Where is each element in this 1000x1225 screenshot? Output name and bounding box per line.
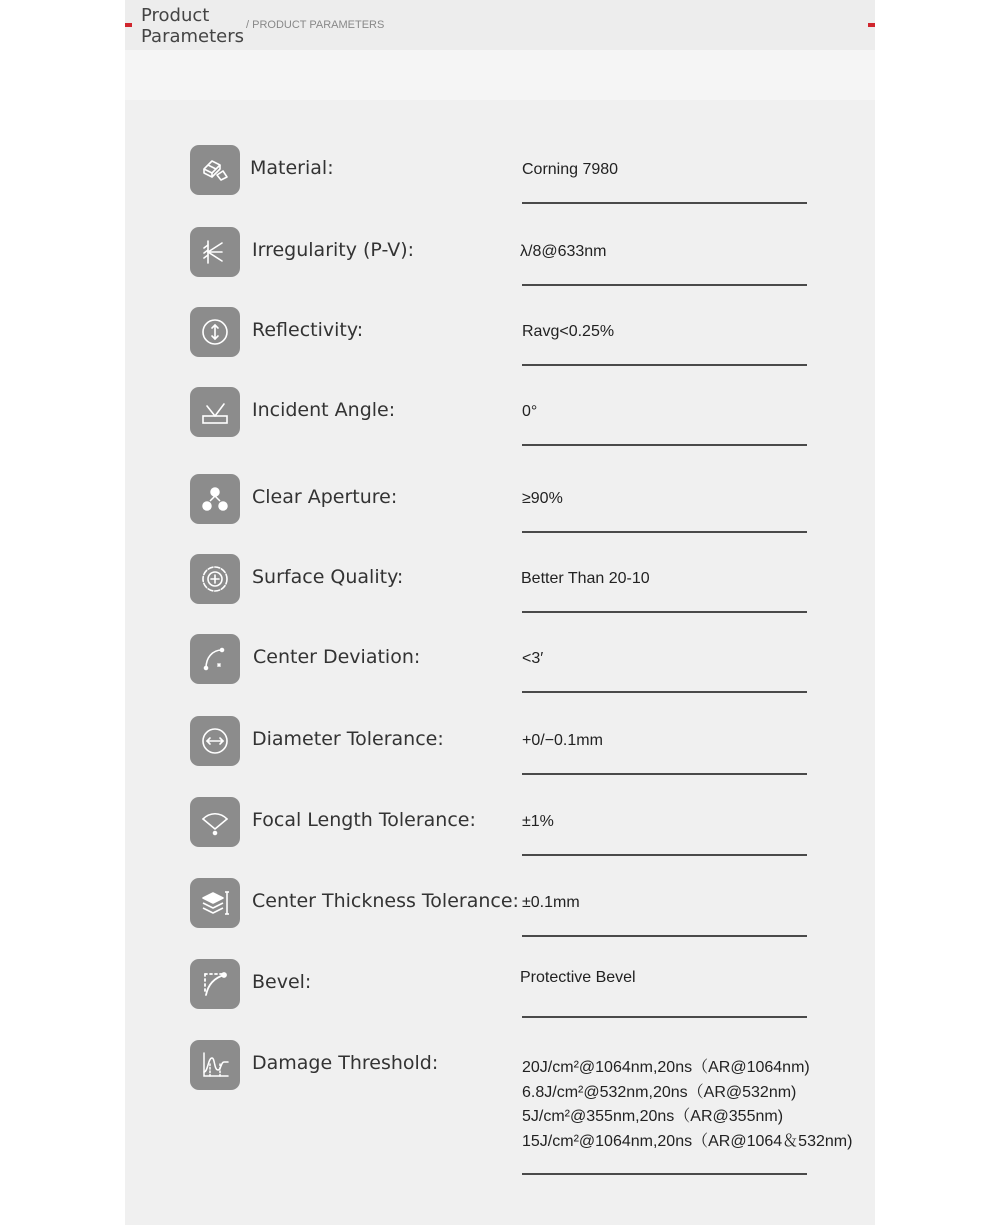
incident-angle-icon	[190, 387, 240, 437]
damage-line: 5J/cm²@355nm,20ns（AR@355nm)	[522, 1108, 784, 1125]
param-label: Center Thickness Tolerance:	[252, 890, 519, 912]
divider	[522, 202, 807, 204]
focal-length-icon	[190, 797, 240, 847]
param-value: Protective Bevel	[520, 969, 636, 986]
diameter-tolerance-icon	[190, 716, 240, 766]
parameters-panel	[125, 0, 875, 1225]
divider	[522, 691, 807, 693]
param-value: Corning 7980	[522, 161, 619, 178]
param-value: ≥90%	[522, 490, 563, 507]
param-value: ±0.1mm	[522, 894, 580, 911]
divider	[522, 1173, 807, 1175]
param-label: Surface Quality:	[252, 566, 404, 588]
accent-mark-right	[868, 23, 875, 27]
divider	[522, 854, 807, 856]
param-value: λ/8@633nm	[520, 243, 607, 260]
param-label: Damage Threshold:	[252, 1052, 439, 1074]
damage-threshold-values	[522, 1056, 852, 1154]
param-value: ±1%	[522, 813, 554, 830]
param-label: Focal Length Tolerance:	[252, 809, 476, 831]
accent-mark-left	[125, 23, 132, 27]
section-header	[125, 0, 875, 50]
divider	[522, 364, 807, 366]
param-label: Reflectivity:	[252, 319, 364, 341]
damage-threshold-icon	[190, 1040, 240, 1090]
divider	[522, 1016, 807, 1018]
param-label: Incident Angle:	[252, 399, 396, 421]
param-label: Center Deviation:	[253, 646, 421, 668]
divider	[522, 531, 807, 533]
sub-bar	[125, 50, 875, 100]
param-value: <3′	[522, 650, 544, 667]
damage-line: 15J/cm²@1064nm,20ns（AR@1064＆532nm)	[522, 1132, 853, 1150]
param-label: Clear Aperture:	[252, 486, 398, 508]
divider	[522, 284, 807, 286]
divider	[522, 444, 807, 446]
clear-aperture-icon	[190, 474, 240, 524]
param-label: Irregularity (P-V):	[252, 239, 415, 261]
param-value: Better Than 20-10	[521, 570, 650, 587]
divider	[522, 611, 807, 613]
breadcrumb: / PRODUCT PARAMETERS	[246, 19, 385, 31]
bevel-icon	[190, 959, 240, 1009]
param-value: +0/−0.1mm	[522, 732, 603, 749]
param-value: 0°	[522, 403, 538, 420]
reflectivity-icon	[190, 307, 240, 357]
title-line-1: Product	[141, 5, 210, 26]
page-title	[141, 5, 244, 47]
surface-quality-icon	[190, 554, 240, 604]
param-label: Material:	[250, 157, 334, 179]
param-value: Ravg<0.25%	[522, 323, 615, 340]
irregularity-icon	[190, 227, 240, 277]
param-label: Bevel:	[252, 971, 312, 993]
center-thickness-icon	[190, 878, 240, 928]
divider	[522, 935, 807, 937]
divider	[522, 773, 807, 775]
damage-line: 20J/cm²@1064nm,20ns（AR@1064nm)	[522, 1059, 810, 1076]
title-line-2: Parameters	[141, 26, 245, 47]
material-icon	[190, 145, 240, 195]
center-deviation-icon	[190, 634, 240, 684]
param-label: Diameter Tolerance:	[252, 728, 444, 750]
damage-line: 6.8J/cm²@532nm,20ns（AR@532nm)	[522, 1083, 797, 1101]
